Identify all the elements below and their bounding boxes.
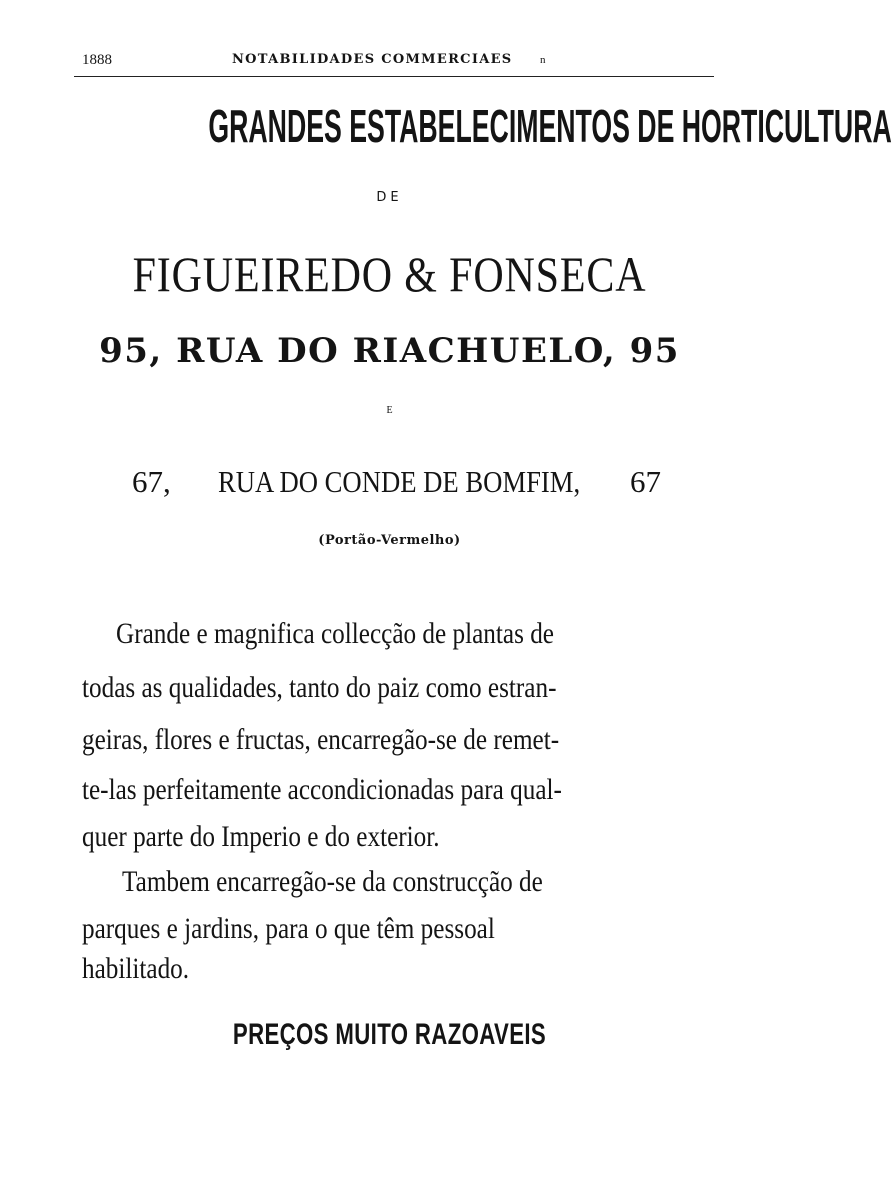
headline: GRANDES ESTABELECIMENTOS DE HORTICULTURA xyxy=(208,100,892,152)
running-title: NOTABILIDADES COMMERCIAES xyxy=(232,52,513,67)
address-number-right: 67 xyxy=(630,464,661,499)
paragraph-1-line: geiras, flores e fructas, encarregão-se de remet- xyxy=(82,723,560,756)
prices-tagline: PREÇOS MUITO RAZOAVEIS xyxy=(232,1018,547,1051)
address-secondary xyxy=(132,462,672,502)
address-number-left: 67, xyxy=(132,464,171,499)
paragraph-2-line: Tambem encarregão-se da construcção de xyxy=(122,865,543,898)
paragraph-1-line: todas as qualidades, tanto do paiz como estran- xyxy=(82,671,557,704)
paragraph-1-line: te-las perfeitamente accondicionadas para qual- xyxy=(82,773,562,806)
running-head xyxy=(82,48,712,74)
paragraph-1-line: quer parte do Imperio e do exterior. xyxy=(82,820,440,853)
locality-note: (Portão-Vermelho) xyxy=(318,533,461,548)
paragraph-2-line: parques e jardins, para o que têm pessoal xyxy=(82,912,495,945)
connector-e: E xyxy=(386,405,393,416)
firm-name: FIGUEIREDO & FONSECA xyxy=(132,246,647,302)
connector-de: DE xyxy=(376,190,403,205)
page-number: 1888 xyxy=(82,52,112,68)
paragraph-1-line: Grande e magnifica collecção de plantas de xyxy=(116,617,554,650)
printer-mark: n xyxy=(540,54,546,66)
address-street: RUA DO CONDE DE BOMFIM, xyxy=(218,464,581,499)
address-primary: 95, RUA DO RIACHUELO, 95 xyxy=(99,331,680,371)
paragraph-2-line: habilitado. xyxy=(82,952,190,985)
header-rule xyxy=(74,76,714,77)
